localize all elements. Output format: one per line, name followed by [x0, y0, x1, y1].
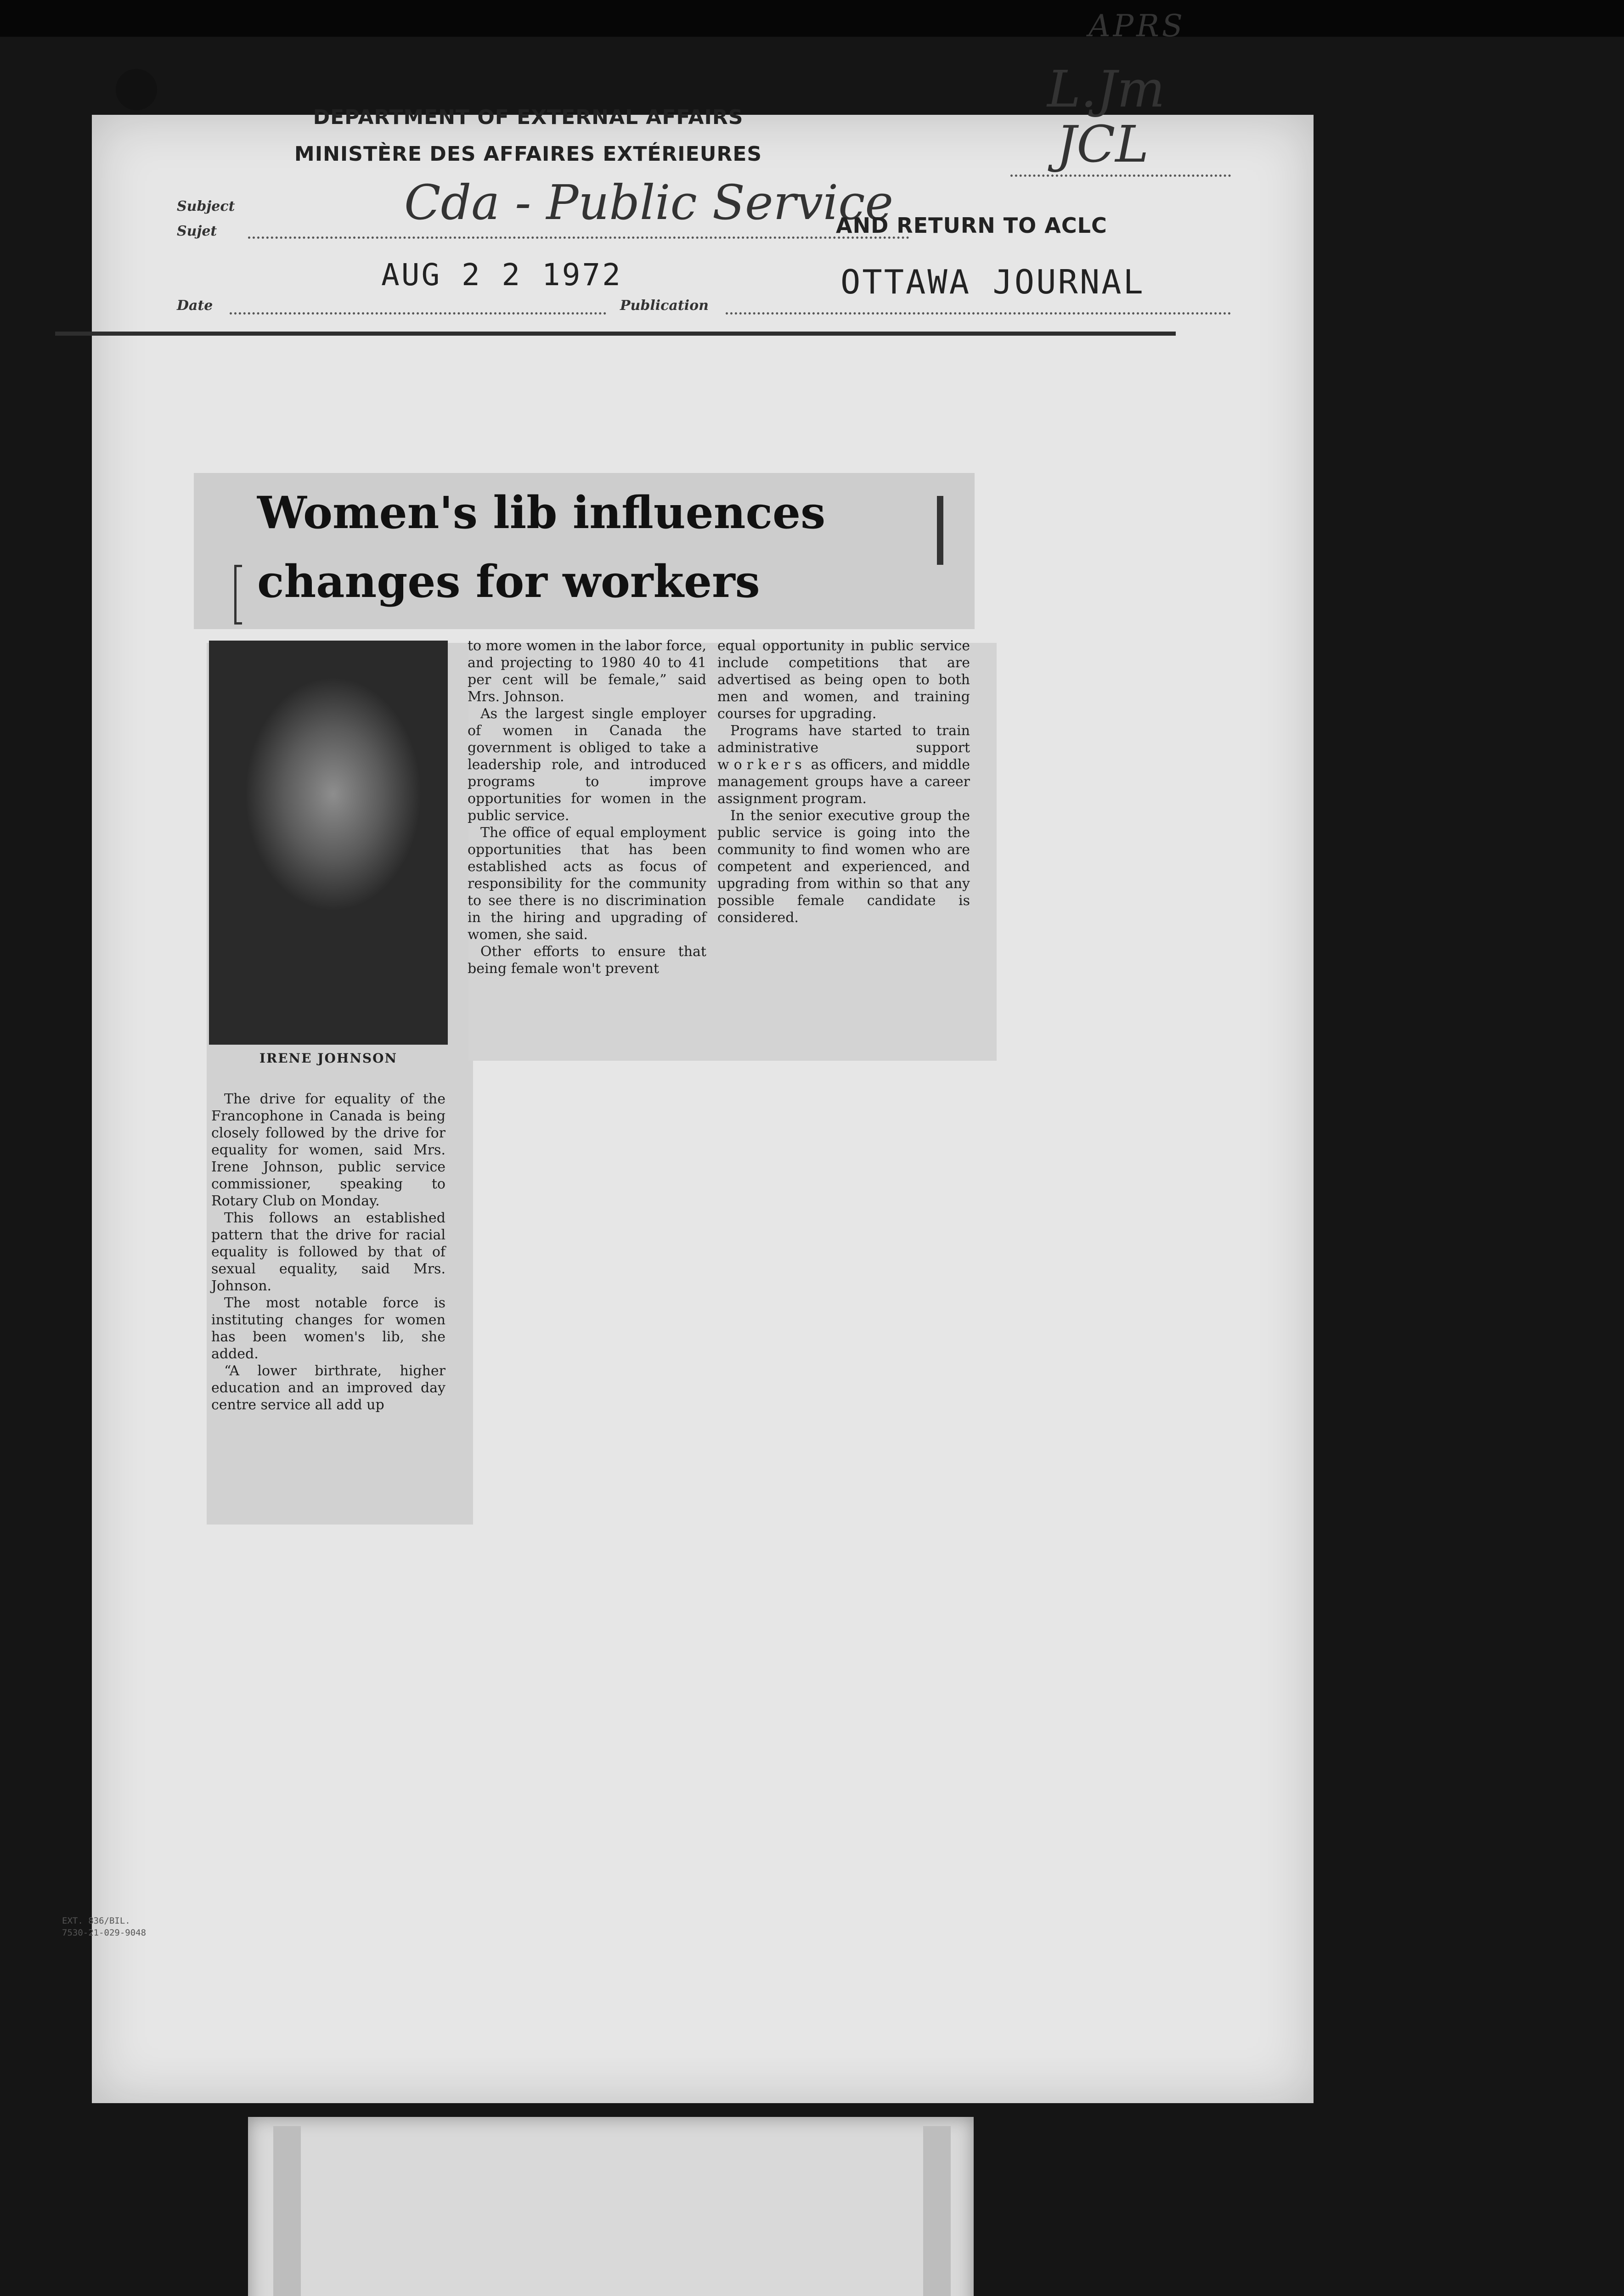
date-stamp: AUG 2 2 1972	[381, 257, 622, 293]
left-bracket-mark	[234, 565, 242, 625]
return-instruction: AND RETURN TO ACLC	[836, 213, 1107, 238]
photo-caption: IRENE JOHNSON	[259, 1051, 398, 1066]
publication-line	[726, 312, 1231, 315]
paragraph-text: Programs have started to train administrative support	[717, 723, 970, 756]
paragraph: Other efforts to ensure that being female won't prevent	[468, 944, 706, 977]
publication-stamp: OTTAWA JOURNAL	[840, 263, 1145, 301]
paragraph: The office of equal employment opportunities that has been established acts as focus of responsibility for the community to see there is no discrimination in the hiring and upgrading of women, she said.	[468, 825, 706, 943]
article-headline-line-2: changes for workers	[257, 556, 760, 608]
publication-label: Publication	[620, 298, 709, 314]
initials-line	[1010, 174, 1231, 177]
date-line	[230, 312, 606, 315]
paragraph: equal opportunity in public service include competitions that are advertised as being open to both men and women, and training courses for upgrading.	[717, 638, 970, 722]
date-label: Date	[177, 298, 213, 314]
form-code-line-2: 7530-21-029-9048	[62, 1928, 147, 1938]
subject-line	[248, 236, 909, 239]
paragraph: In the senior executive group the public service is going into the community to find women who are competent and experienced, and upgrading from within so that any possible female candidate is considered.	[717, 808, 970, 926]
paragraph	[717, 722, 970, 807]
envelope-fold-right	[923, 2126, 951, 2296]
punch-hole	[116, 69, 157, 110]
article-column-middle	[468, 637, 706, 977]
paragraph: The most notable force is instituting changes for women has been women's lib, she added.	[211, 1295, 445, 1362]
form-code-line-1: EXT. 836/BIL.	[62, 1916, 130, 1926]
portrait-photo	[209, 641, 448, 1045]
paragraph: “A lower birthrate, higher education and an improved day centre service all add up	[211, 1363, 445, 1413]
paragraph-text-spaced: workers	[717, 757, 806, 773]
paragraph: to more women in the labor force, and projecting to 1980 40 to 41 per cent will be female,” said Mrs. Johnson.	[468, 638, 706, 705]
scan-border-top	[0, 0, 1624, 37]
handwritten-initials-2: JCL	[1056, 115, 1149, 174]
envelope-fold-left	[273, 2126, 301, 2296]
right-bracket-mark	[937, 496, 943, 565]
sujet-label: Sujet	[177, 223, 217, 239]
form-code	[62, 1915, 146, 1939]
handwritten-initials: L.Jm	[1047, 60, 1165, 118]
department-name-en: DEPARTMENT OF EXTERNAL AFFAIRS	[313, 106, 744, 129]
paragraph-text: as officers, and middle management groups have a career assignment program.	[717, 757, 970, 807]
paragraph: As the largest single employer of women in Canada the government is obliged to take a leadership role, and introduced programs to improve opportunities for women in the public service.	[468, 706, 706, 824]
department-name-fr: MINISTÈRE DES AFFAIRES EXTÉRIEURES	[294, 142, 762, 166]
subject-value: Cda - Public Service	[404, 174, 894, 231]
paragraph: The drive for equality of the Francophone in Canada is being closely followed by the drive for equality for women, said Mrs. Irene Johnson, public service commissioner, speaking to Rotary Club on Monday.	[211, 1091, 445, 1209]
handwritten-annotation: APRS	[1088, 8, 1185, 44]
paragraph: This follows an established pattern that the drive for racial equality is followed by that of sexual equality, said Mrs. Johnson.	[211, 1210, 445, 1294]
article-column-right	[717, 637, 970, 926]
envelope	[248, 2117, 974, 2296]
article-column-left	[211, 1091, 445, 1413]
article-headline-line-1: Women's lib influences	[257, 487, 826, 539]
header-rule	[55, 332, 1176, 336]
subject-label: Subject	[177, 198, 235, 214]
